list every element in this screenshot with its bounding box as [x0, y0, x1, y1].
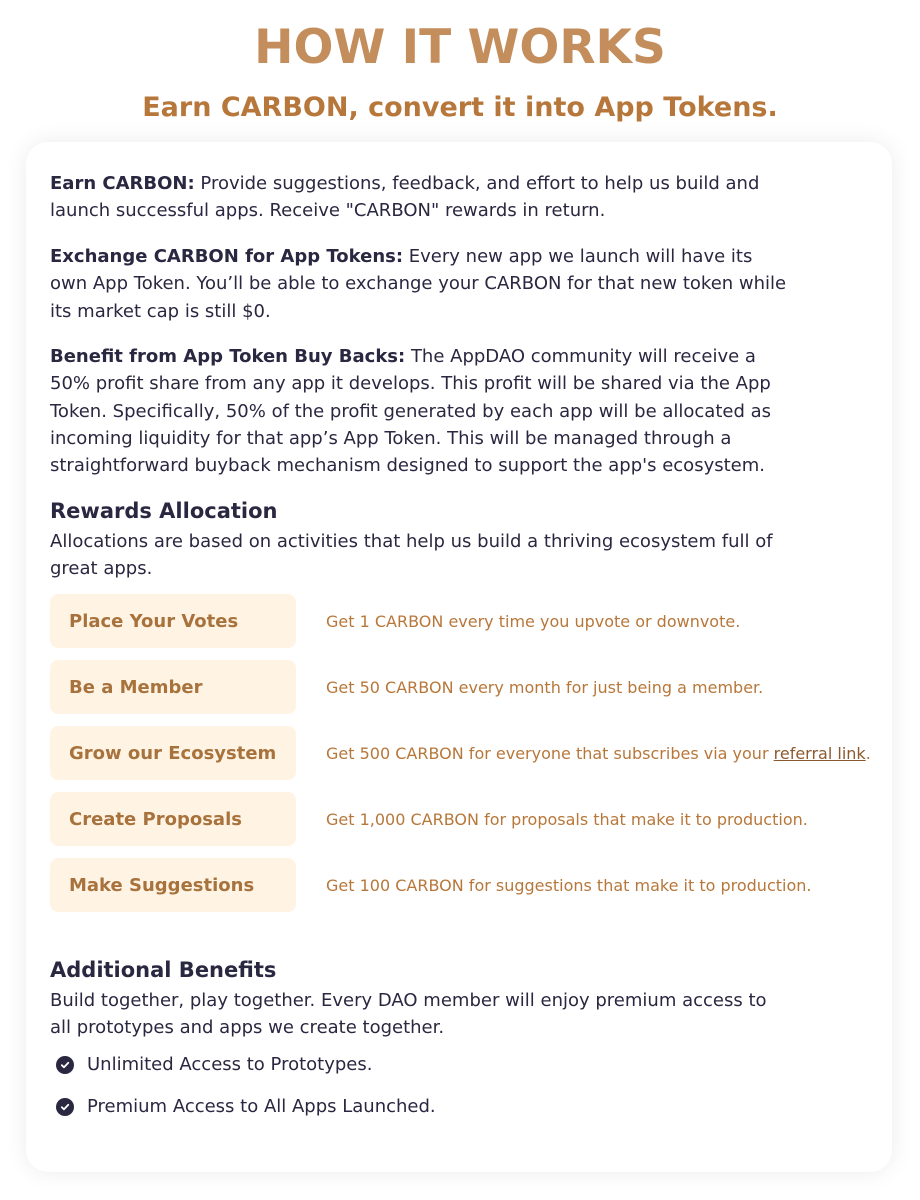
- intro-earn-carbon: [50, 170, 790, 225]
- intro-exchange-carbon: [50, 243, 790, 325]
- reward-description: [326, 726, 871, 780]
- reward-row-suggestions: [50, 858, 890, 912]
- reward-description: Get 100 CARBON for suggestions that make it to production.: [326, 875, 812, 895]
- make-suggestions-button[interactable]: Make Suggestions: [50, 858, 296, 912]
- check-circle-icon: [56, 1056, 74, 1074]
- benefit-item: [56, 1096, 436, 1117]
- reward-row-proposals: [50, 792, 890, 846]
- benefits-description: Build together, play together. Every DAO member will enjoy premium access to all prototypes and apps we create together.: [50, 990, 767, 1039]
- intro-label: Earn CARBON:: [50, 173, 195, 194]
- reward-row-ecosystem: [50, 726, 890, 780]
- intro-label: Benefit from App Token Buy Backs:: [50, 346, 406, 367]
- benefit-item: [56, 1054, 372, 1075]
- reward-row-votes: [50, 594, 890, 648]
- intro-buy-backs: [50, 343, 790, 479]
- rewards-heading: Rewards Allocation: [50, 499, 278, 523]
- check-circle-icon: [56, 1098, 74, 1116]
- be-a-member-button[interactable]: Be a Member: [50, 660, 296, 714]
- create-proposals-button[interactable]: Create Proposals: [50, 792, 296, 846]
- intro-text: Provide suggestions, feedback, and effort to help us build and launch successful apps. Receive "CARBON" rewards in return.: [50, 173, 760, 222]
- grow-our-ecosystem-button[interactable]: Grow our Ecosystem: [50, 726, 296, 780]
- benefits-heading: Additional Benefits: [50, 958, 277, 982]
- benefit-item-text: Premium Access to All Apps Launched.: [87, 1096, 436, 1117]
- place-your-votes-button[interactable]: Place Your Votes: [50, 594, 296, 648]
- intro-text: Every new app we launch will have its own App Token. You’ll be able to exchange your CARBON for that new token while its market cap is still $0.: [50, 246, 787, 322]
- rewards-description: Allocations are based on activities that help us build a thriving ecosystem full of great apps.: [50, 531, 773, 580]
- benefit-item-text: Unlimited Access to Prototypes.: [87, 1054, 373, 1075]
- reward-row-member: [50, 660, 890, 714]
- reward-description-text: Get 500 CARBON for everyone that subscribes via your: [326, 743, 769, 763]
- reward-description-end: .: [865, 743, 871, 763]
- page-subtitle: Earn CARBON, convert it into App Tokens.: [142, 92, 778, 123]
- page-title: HOW IT WORKS: [254, 20, 666, 75]
- referral-link[interactable]: referral link: [773, 743, 866, 763]
- reward-description: Get 50 CARBON every month for just being a member.: [326, 677, 764, 697]
- intro-text: The AppDAO community will receive a 50% profit share from any app it develops. This profit will be shared via the App Token. Specifically, 50% of the profit generated by each app will be allocated as incoming liquidity for that app’s App Token. This will be managed through a straightforward buyback mechanism designed to support the app's ecosystem.: [50, 346, 772, 477]
- intro-label: Exchange CARBON for App Tokens:: [50, 246, 404, 267]
- reward-description: Get 1 CARBON every time you upvote or downvote.: [326, 611, 741, 631]
- reward-description: Get 1,000 CARBON for proposals that make it to production.: [326, 809, 808, 829]
